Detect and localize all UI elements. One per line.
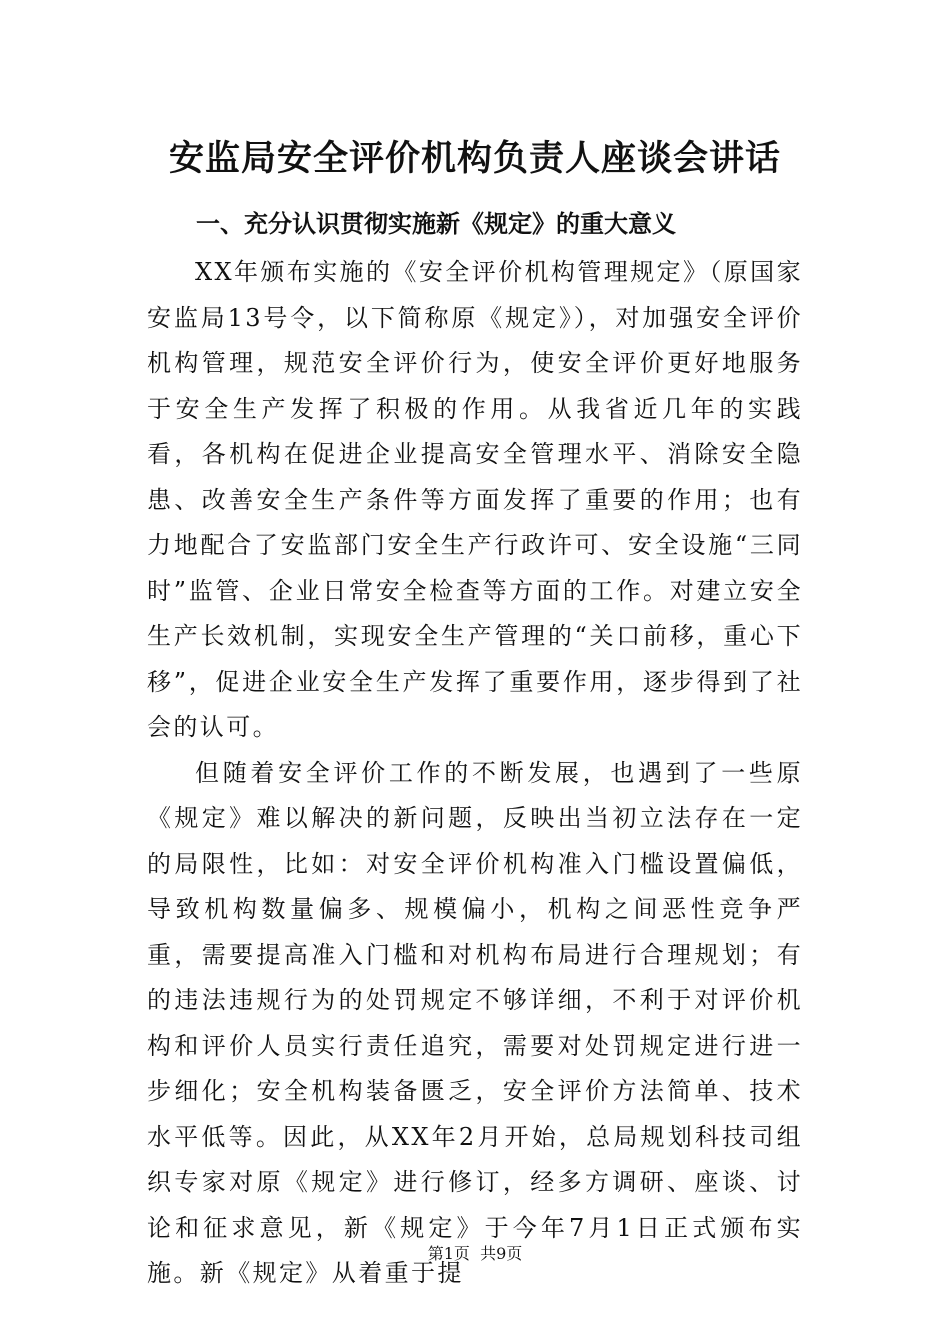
paragraph-2: 但随着安全评价工作的不断发展，也遇到了一些原《规定》难以解决的新问题，反映出当初立法存在一定的局限性，比如：对安全评价机构准入门槛设置偏低，导致机构数量偏多、规模偏小，机构之间恶性竞争严重，需要提高准入门槛和对机构布局进行合理规划；有的违法违规行为的处罚规定不够详细，不利于对评价机构和评价人员实行责任追究，需要对处罚规定进行进一步细化；安全机构装备匮乏，安全评价方法简单、技术水平低等。因此，从XX年2月开始，总局规划科技司组织专家对原《规定》进行修订，经多方调研、座谈、讨论和征求意见，新《规定》于今年7月1日正式颁布实施。新《规定》从着重于提 xyxy=(147,758,803,1287)
page-footer: 第1页 共9页 xyxy=(427,1244,523,1263)
paragraph-1: XX年颁布实施的《安全评价机构管理规定》（原国家安监局13号令，以下简称原《规定》），对加强安全评价机构管理，规范安全评价行为，使安全评价更好地服务于安全生产发挥了积极的作用。从我省近几年的实践看，各机构在促进企业提高安全管理水平、消除安全隐患、改善安全生产条件等方面发挥了重要的作用；也有力地配合了安监部门安全生产行政许可、安全设施“三同时”监管、企业日常安全检查等方面的工作。对建立安全生产长效机制，实现安全生产管理的“关口前移，重心下移”，促进企业安全生产发挥了重要作用，逐步得到了社会的认可。 xyxy=(147,258,803,741)
section-heading: 一、充分认识贯彻实施新《规定》的重大意义 xyxy=(196,209,676,238)
document-title: 安监局安全评价机构负责人座谈会讲话 xyxy=(168,138,781,179)
body-text xyxy=(147,222,803,1297)
